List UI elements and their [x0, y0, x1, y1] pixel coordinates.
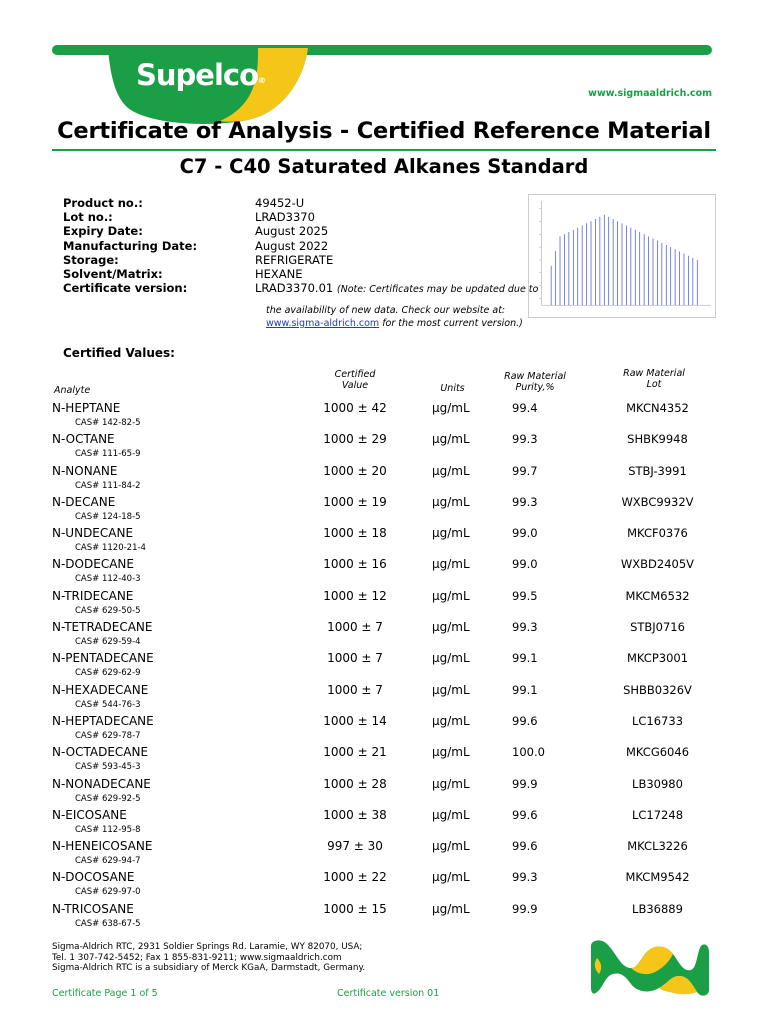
units-value: µg/mL [432, 620, 470, 635]
product-no-label: Product no.: [63, 196, 143, 210]
lot-value: SHBB0326V [623, 682, 692, 697]
units-value: µg/mL [432, 713, 470, 728]
units-value: µg/mL [432, 651, 470, 666]
units-value: µg/mL [432, 463, 470, 478]
cas-number: CAS# 111-65-9 [75, 449, 141, 460]
purity-value: 99.0 [512, 557, 538, 572]
table-row [0, 745, 768, 776]
units-header: Units [440, 383, 465, 394]
version-note-line-2: the availability of new data. Check our website at: [266, 305, 506, 316]
lot-value: WXBD2405V [620, 557, 695, 572]
analyte-name: N-DECANE [52, 494, 116, 509]
analyte-name: N-TETRADECANE [52, 620, 153, 635]
expiry-label: Expiry Date: [63, 224, 143, 239]
lot-value: SHBK9948 [627, 432, 688, 447]
cas-number: CAS# 629-62-9 [75, 668, 141, 679]
table-row [0, 777, 768, 808]
sigma-aldrich-link[interactable]: www.sigma-aldrich.com [266, 318, 380, 329]
lot-no-label: Lot no.: [63, 210, 113, 225]
lot-value: LB30980 [632, 776, 683, 791]
analyte-name: N-OCTADECANE [52, 745, 149, 760]
merck-logo [587, 938, 709, 998]
certified-value: 1000 ± 22 [323, 870, 387, 885]
purity-value: 99.9 [512, 901, 538, 916]
lot-value: STBJ-3991 [628, 463, 687, 478]
analyte-name: N-EICOSANE [52, 807, 127, 822]
table-row [0, 839, 768, 870]
lot-value: MKCM6532 [625, 588, 690, 603]
table-row [0, 808, 768, 839]
certified-values-heading: Certified Values: [63, 346, 175, 360]
units-value: µg/mL [432, 807, 470, 822]
lot-value: STBJ0716 [630, 620, 685, 635]
analyte-header: Analyte [54, 385, 91, 396]
cas-number: CAS# 629-94-7 [75, 856, 141, 867]
solvent-value: HEXANE [255, 266, 303, 281]
certified-value: 1000 ± 20 [323, 463, 387, 478]
certified-value: 1000 ± 18 [323, 526, 387, 541]
document-title: Certificate of Analysis - Certified Reference Material [57, 118, 711, 144]
solvent-label: Solvent/Matrix: [63, 266, 163, 281]
cas-number: CAS# 629-78-7 [75, 730, 141, 741]
lot-value: MKCM9542 [625, 870, 690, 885]
certified-value: 1000 ± 28 [323, 776, 387, 791]
units-value: µg/mL [432, 682, 470, 697]
lot-value: MKCP3001 [626, 651, 689, 666]
cas-number: CAS# 629-92-5 [75, 793, 141, 804]
units-value: µg/mL [432, 870, 470, 885]
storage-label: Storage: [63, 252, 119, 267]
title-divider [52, 149, 716, 151]
lot-value: MKCL3226 [627, 839, 688, 854]
units-value: µg/mL [432, 776, 470, 791]
analyte-name: N-PENTADECANE [52, 651, 154, 666]
units-value: µg/mL [432, 557, 470, 572]
table-row [0, 557, 768, 588]
lot-value: MKCF0376 [627, 526, 688, 541]
lot-value: MKCN4352 [626, 401, 689, 415]
lot-value: LC17248 [631, 807, 684, 822]
units-value: µg/mL [432, 745, 470, 760]
purity-value: 99.3 [512, 432, 538, 447]
analyte-name: N-TRIDECANE [52, 588, 134, 603]
website-link[interactable]: www.sigmaaldrich.com [588, 88, 712, 99]
expiry-value: August 2025 [255, 224, 329, 239]
analyte-name: N-HEPTADECANE [52, 713, 154, 728]
units-value: µg/mL [432, 901, 470, 916]
certified-value: 1000 ± 21 [323, 745, 387, 760]
purity-value: 99.1 [512, 651, 538, 666]
table-row [0, 495, 768, 526]
footer-version: Certificate version 01 [337, 988, 440, 999]
cas-number: CAS# 629-59-4 [75, 637, 141, 648]
cas-number: CAS# 112-95-8 [75, 824, 141, 835]
purity-value: 99.6 [512, 807, 538, 822]
analyte-name: N-DODECANE [52, 557, 134, 572]
table-row [0, 902, 768, 933]
table-row [0, 464, 768, 495]
footer-address: Sigma-Aldrich RTC, 2931 Soldier Springs Rd. Laramie, WY 82070, USA; Tel. 1 307-742-5452; Fax 1 855-831-9211; www.sigmaaldrich.com Sigma-Aldrich RTC is a subsidiary of Merck KGaA, Darmstadt, Germany. [52, 942, 366, 973]
certified-value: 1000 ± 15 [323, 901, 387, 916]
units-value: µg/mL [432, 588, 470, 603]
cas-number: CAS# 544-76-3 [75, 699, 141, 710]
certified-value: 1000 ± 19 [323, 494, 387, 509]
certified-value: 1000 ± 16 [323, 557, 387, 572]
manufacturing-value: August 2022 [255, 238, 329, 253]
purity-value: 99.3 [512, 620, 538, 635]
table-row [0, 714, 768, 745]
purity-value: 99.6 [512, 839, 538, 854]
units-value: µg/mL [432, 839, 470, 854]
certified-value: 1000 ± 7 [327, 682, 383, 697]
analyte-name: N-DOCOSANE [52, 870, 135, 885]
certified-value: 1000 ± 42 [323, 401, 387, 415]
table-row [0, 620, 768, 651]
storage-value: REFRIGERATE [255, 252, 334, 267]
units-value: µg/mL [432, 401, 470, 415]
cas-number: CAS# 124-18-5 [75, 511, 141, 522]
certified-values-table [0, 401, 768, 933]
purity-value: 99.5 [512, 588, 538, 603]
purity-value: 99.9 [512, 776, 538, 791]
version-value: LRAD3370.01 (Note: Certificates may be updated due to [255, 281, 539, 296]
certified-value: 1000 ± 14 [323, 713, 387, 728]
analyte-name: N-TRICOSANE [52, 901, 134, 916]
analyte-name: N-HENEICOSANE [52, 839, 153, 854]
cas-number: CAS# 111-84-2 [75, 480, 141, 491]
cas-number: CAS# 142-82-5 [75, 418, 141, 428]
table-row [0, 589, 768, 620]
certified-value: 997 ± 30 [327, 839, 383, 854]
product-no-value: 49452-U [255, 196, 305, 210]
lot-header: Raw Material Lot [623, 368, 685, 390]
certified-value-header: Certified Value [334, 369, 376, 391]
purity-value: 99.6 [512, 713, 538, 728]
lot-value: LB36889 [632, 901, 683, 916]
lot-value: MKCG6046 [625, 745, 690, 760]
cas-number: CAS# 638-67-5 [75, 918, 141, 929]
purity-header: Raw Material Purity,% [504, 371, 566, 393]
certified-value: 1000 ± 29 [323, 432, 387, 447]
lot-value: LC16733 [631, 713, 684, 728]
cas-number: CAS# 629-50-5 [75, 605, 141, 616]
lot-value: WXBC9932V [621, 494, 694, 509]
analyte-name: N-HEPTANE [52, 401, 121, 415]
version-note-line-3: www.sigma-aldrich.com for the most current version.) [266, 318, 523, 329]
brand-name: Supelco® [136, 58, 267, 92]
table-row [0, 526, 768, 557]
units-value: µg/mL [432, 526, 470, 541]
purity-value: 99.4 [512, 401, 538, 415]
manufacturing-label: Manufacturing Date: [63, 238, 198, 253]
analyte-name: N-UNDECANE [52, 526, 134, 541]
cas-number: CAS# 1120-21-4 [75, 543, 146, 554]
units-value: µg/mL [432, 494, 470, 509]
table-row [0, 401, 768, 432]
purity-value: 99.3 [512, 494, 538, 509]
table-row [0, 651, 768, 682]
analyte-name: N-HEXADECANE [52, 682, 149, 697]
table-row [0, 870, 768, 901]
purity-value: 99.1 [512, 682, 538, 697]
purity-value: 99.0 [512, 526, 538, 541]
certified-value: 1000 ± 7 [327, 620, 383, 635]
document-subtitle: C7 - C40 Saturated Alkanes Standard [179, 155, 589, 178]
cas-number: CAS# 629-97-0 [75, 887, 141, 898]
units-value: µg/mL [432, 432, 470, 447]
chromatogram-image [528, 194, 716, 318]
analyte-name: N-NONANE [52, 463, 118, 478]
lot-no-value: LRAD3370 [255, 210, 315, 225]
purity-value: 99.3 [512, 870, 538, 885]
certified-value: 1000 ± 38 [323, 807, 387, 822]
purity-value: 100.0 [512, 745, 545, 760]
certified-value: 1000 ± 7 [327, 651, 383, 666]
cas-number: CAS# 593-45-3 [75, 762, 141, 773]
purity-value: 99.7 [512, 463, 538, 478]
table-row [0, 683, 768, 714]
footer-page-number: Certificate Page 1 of 5 [52, 988, 158, 999]
table-row [0, 432, 768, 463]
version-label: Certificate version: [63, 281, 188, 296]
analyte-name: N-NONADECANE [52, 776, 151, 791]
certified-value: 1000 ± 12 [323, 588, 387, 603]
cas-number: CAS# 112-40-3 [75, 574, 141, 585]
analyte-name: N-OCTANE [52, 432, 115, 447]
version-note: (Note: Certificates may be updated due to [336, 284, 539, 296]
